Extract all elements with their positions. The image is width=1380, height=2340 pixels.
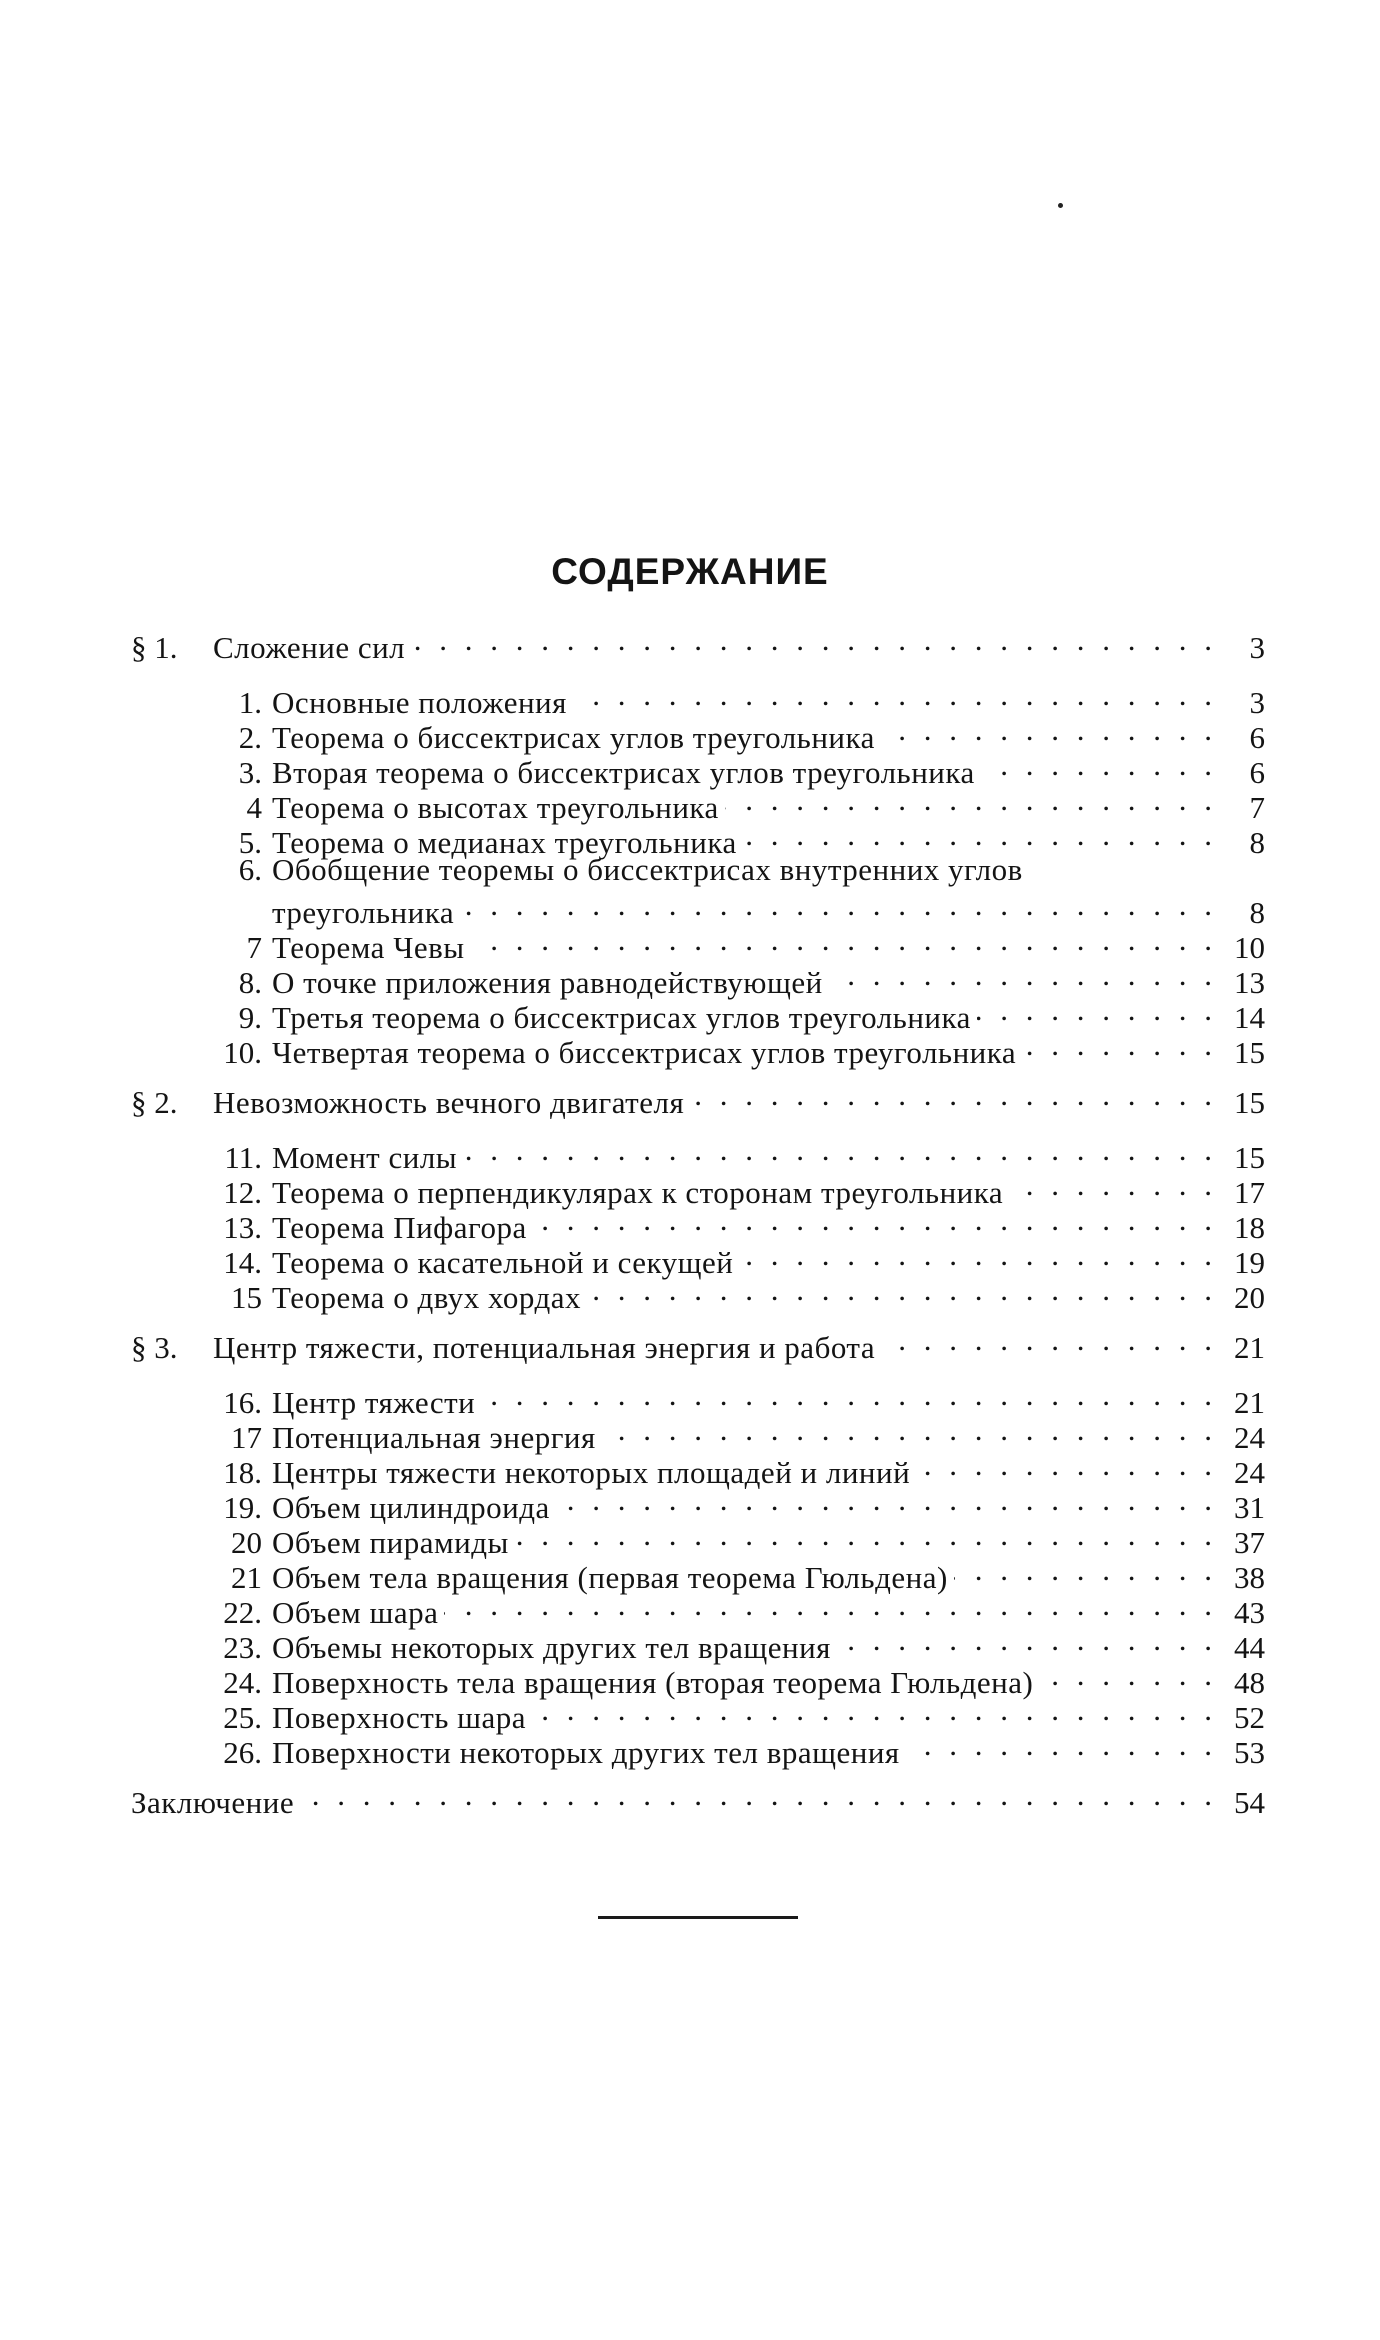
end-rule	[598, 1916, 798, 1919]
toc-page-number: 15	[1234, 1085, 1265, 1120]
toc-page-number: 48	[1234, 1665, 1265, 1700]
dot-leader	[460, 887, 1217, 923]
dot-leader	[881, 1322, 1217, 1358]
toc-page-number: 3	[1249, 685, 1265, 720]
toc-item-number: 6.	[238, 852, 262, 887]
dot-leader	[829, 957, 1217, 993]
toc-item-number: 12.	[223, 1175, 262, 1210]
toc-page-number: 37	[1234, 1525, 1265, 1560]
toc-section-title: Сложение сил	[213, 630, 406, 665]
dot-leader	[515, 1517, 1217, 1553]
dot-leader	[977, 992, 1217, 1028]
toc-page-number: 19	[1234, 1245, 1265, 1280]
dot-leader	[837, 1622, 1217, 1658]
toc-page-number: 20	[1234, 1280, 1265, 1315]
dot-leader	[1009, 1167, 1217, 1203]
toc-conclusion-title: Заключение	[131, 1785, 295, 1820]
dot-leader	[463, 1132, 1217, 1168]
toc-item-title: Четвертая теорема о биссектрисах углов треугольника	[272, 1035, 1017, 1070]
toc-page-number: 53	[1234, 1735, 1265, 1770]
dot-leader	[481, 1377, 1217, 1413]
page-title: СОДЕРЖАНИЕ	[551, 550, 829, 592]
toc-item-title: Объем тела вращения (первая теорема Гюльдена)	[272, 1560, 948, 1595]
toc-page-number: 15	[1234, 1140, 1265, 1175]
toc-conclusion[interactable]	[131, 1777, 1265, 1821]
toc-item-number: 1.	[238, 685, 262, 720]
toc-section-title: Невозможность вечного двигателя	[213, 1085, 685, 1120]
toc-item-title: Поверхность тела вращения (вторая теорема Гюльдена)	[272, 1665, 1034, 1700]
toc-item-title: Теорема о двух хордах	[272, 1280, 581, 1315]
toc-item-title: Теорема о касательной и секущей	[272, 1245, 734, 1280]
toc-item-title: Объем пирамиды	[272, 1525, 509, 1560]
toc-item-15[interactable]	[204, 1272, 1265, 1316]
toc-page-number: 24	[1234, 1420, 1265, 1455]
toc-item-title: Теорема о медианах треугольника	[272, 825, 737, 860]
toc-page-number: 54	[1234, 1785, 1265, 1820]
toc-item-title: Объем цилиндроида	[272, 1490, 550, 1525]
toc-section-title: Центр тяжести, потенциальная энергия и работа	[213, 1330, 876, 1365]
toc-item-title: Теорема Пифагора	[272, 1210, 527, 1245]
dot-leader	[411, 622, 1217, 658]
toc-section-mark: § 3.	[131, 1330, 178, 1365]
toc-page-number: 44	[1234, 1630, 1265, 1665]
toc-page-number: 6	[1249, 755, 1265, 790]
toc-item-number: 24.	[223, 1665, 262, 1700]
toc-page-number: 18	[1234, 1210, 1265, 1245]
toc-item-title: Объем шара	[272, 1595, 439, 1630]
toc-section-1[interactable]	[131, 622, 1265, 666]
toc-page-number: 8	[1249, 825, 1265, 860]
toc-item-title: Теорема Чевы	[272, 930, 465, 965]
toc-item-title: Центры тяжести некоторых площадей и линий	[272, 1455, 911, 1490]
toc-section-3[interactable]	[131, 1322, 1265, 1366]
toc-item-26[interactable]	[204, 1727, 1265, 1771]
toc-page-number: 8	[1249, 895, 1265, 930]
dot-leader	[981, 747, 1217, 783]
toc-item-number: 11.	[224, 1140, 262, 1175]
toc-item-number: 23.	[223, 1630, 262, 1665]
dot-leader	[881, 712, 1217, 748]
toc-item-6[interactable]	[204, 852, 1265, 888]
toc-page-number: 10	[1234, 930, 1265, 965]
toc-page-number: 21	[1234, 1330, 1265, 1365]
toc-item-title: Поверхность шара	[272, 1700, 527, 1735]
dot-leader	[587, 1272, 1217, 1308]
toc-page-number: 13	[1234, 965, 1265, 1000]
dot-leader	[602, 1412, 1217, 1448]
toc-item-title: Потенциальная энергия	[272, 1420, 596, 1455]
toc-page-number: 43	[1234, 1595, 1265, 1630]
dot-leader	[532, 1692, 1217, 1728]
dot-leader	[916, 1447, 1217, 1483]
toc-page-number: 6	[1249, 720, 1265, 755]
toc-item-number: 14.	[223, 1245, 262, 1280]
toc-item-number: 2.	[238, 720, 262, 755]
toc-page-number: 21	[1234, 1385, 1265, 1420]
dot-leader	[300, 1777, 1217, 1813]
toc-page-number: 7	[1249, 790, 1265, 825]
dot-leader	[954, 1552, 1217, 1588]
dot-leader	[471, 922, 1217, 958]
toc-item-title: Теорема о высотах треугольника	[272, 790, 719, 825]
dot-leader	[739, 1237, 1217, 1273]
dot-leader	[533, 1202, 1217, 1238]
toc-page-number: 52	[1234, 1700, 1265, 1735]
dot-leader	[556, 1482, 1217, 1518]
dot-leader	[906, 1727, 1217, 1763]
toc-item-number: 10.	[223, 1035, 262, 1070]
toc-item-title: Момент силы	[272, 1140, 458, 1175]
toc-item-number: 26.	[223, 1735, 262, 1770]
toc-item-number: 7	[246, 930, 262, 965]
toc-item-number: 20	[231, 1525, 262, 1560]
toc-item-title: Объемы некоторых других тел вращения	[272, 1630, 831, 1665]
toc-item-title: Теорема о перпендикулярах к сторонам треугольника	[272, 1175, 1004, 1210]
dot-leader	[573, 677, 1217, 713]
toc-page-number: 14	[1234, 1000, 1265, 1035]
dot-leader	[1039, 1657, 1217, 1693]
toc-item-title: Основные положения	[272, 685, 567, 720]
toc-item-title: Вторая теорема о биссектрисах углов треугольника	[272, 755, 975, 790]
toc-item-number: 25.	[223, 1700, 262, 1735]
toc-item-number: 5.	[238, 825, 262, 860]
dot-leader	[725, 782, 1217, 818]
toc-item-number: 15	[231, 1280, 262, 1315]
toc-page-number: 17	[1234, 1175, 1265, 1210]
toc-page-number: 31	[1234, 1490, 1265, 1525]
toc-page-number: 15	[1234, 1035, 1265, 1070]
toc-item-number: 9.	[238, 1000, 262, 1035]
dot-leader	[743, 817, 1217, 853]
toc-section-mark: § 2.	[131, 1085, 178, 1120]
toc-item-number: 19.	[223, 1490, 262, 1525]
toc-item-title: Поверхности некоторых других тел вращения	[272, 1735, 900, 1770]
toc-item-number: 17	[231, 1420, 262, 1455]
toc-item-number: 21	[231, 1560, 262, 1595]
toc-item-number: 22.	[223, 1595, 262, 1630]
toc-item-title: Центр тяжести	[272, 1385, 476, 1420]
toc-item-number: 3.	[238, 755, 262, 790]
dot-leader	[1022, 1027, 1217, 1063]
toc-page-number: 38	[1234, 1560, 1265, 1595]
toc-item-number: 18.	[223, 1455, 262, 1490]
toc-item-title: Обобщение теоремы о биссектрисах внутренних углов	[272, 852, 1023, 887]
dot-leader	[444, 1587, 1217, 1623]
toc-page-number: 3	[1249, 630, 1265, 665]
dot-leader	[690, 1077, 1217, 1113]
toc-item-title: Третья теорема о биссектрисах углов треугольника	[272, 1000, 971, 1035]
toc-item-number: 13.	[223, 1210, 262, 1245]
toc-item-number: 16.	[223, 1385, 262, 1420]
toc-item-number: 8.	[238, 965, 262, 1000]
toc-item-10[interactable]	[204, 1027, 1265, 1071]
toc-item-title: О точке приложения равнодействующей	[272, 965, 823, 1000]
toc-item-title: Теорема о биссектрисах углов треугольника	[272, 720, 875, 755]
toc-section-mark: § 1.	[131, 630, 178, 665]
toc-section-2[interactable]	[131, 1077, 1265, 1121]
toc-item-title-continuation: треугольника	[272, 895, 455, 930]
toc-page-number: 24	[1234, 1455, 1265, 1490]
toc-item-number: 4	[246, 790, 262, 825]
